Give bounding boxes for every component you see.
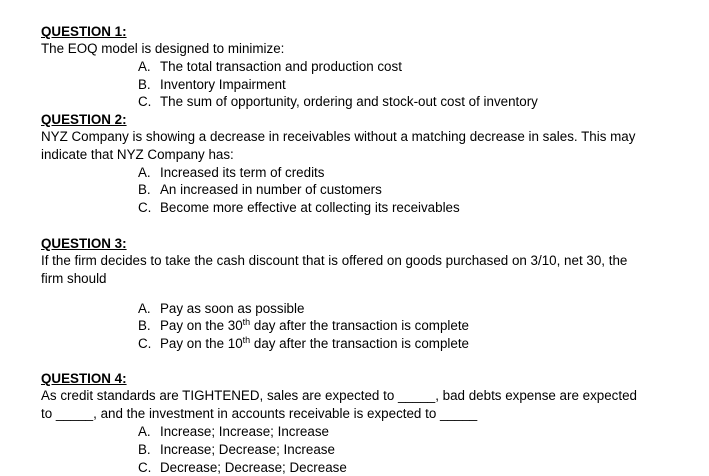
spacer xyxy=(41,217,681,235)
question-3-text-line-1: If the firm decides to take the cash discount that is offered on goods purchased on 3/10, net 30, the xyxy=(41,252,628,268)
question-4-text-line-1: As credit standards are TIGHTENED, sales are expected to _____, bad debts expense are expected xyxy=(41,388,637,404)
option-letter: B. xyxy=(138,441,151,457)
question-3-heading: QUESTION 3: xyxy=(41,235,127,251)
option-text-pre: Pay on the 10 xyxy=(160,335,243,351)
option-text: Pay as soon as possible xyxy=(160,300,305,316)
question-1-heading: QUESTION 1: xyxy=(41,24,127,39)
option-text-pre: Pay on the 30 xyxy=(160,318,243,334)
option-text: The total transaction and production cost xyxy=(160,59,402,74)
question-1-text: The EOQ model is designed to minimize: xyxy=(41,41,285,56)
option-letter: C. xyxy=(138,335,152,351)
option-letter: A. xyxy=(138,300,151,316)
question-1-option-b xyxy=(138,76,681,94)
quiz-document xyxy=(41,23,681,476)
option-letter: C. xyxy=(138,199,152,215)
question-4-heading: QUESTION 4: xyxy=(41,371,127,387)
question-3-options xyxy=(41,300,681,353)
question-2-text-line-1: NYZ Company is showing a decrease in receivables without a matching decrease in sales. This may xyxy=(41,128,636,144)
question-2 xyxy=(41,111,681,217)
option-text: Become more effective at collecting its receivables xyxy=(160,199,460,215)
question-4-option-a xyxy=(138,423,681,441)
option-letter: A. xyxy=(138,424,151,440)
question-1-option-c xyxy=(138,93,681,111)
option-letter: B. xyxy=(138,318,151,334)
option-text: The sum of opportunity, ordering and stock-out cost of inventory xyxy=(160,94,538,110)
option-text: Decrease; Decrease; Decrease xyxy=(160,459,347,475)
spacer xyxy=(41,288,681,300)
question-2-heading: QUESTION 2: xyxy=(41,111,127,127)
spacer xyxy=(41,352,681,370)
question-4-option-c xyxy=(138,459,681,476)
option-letter: A. xyxy=(138,164,151,180)
question-3 xyxy=(41,235,681,353)
question-2-option-c xyxy=(138,199,681,217)
option-letter: C. xyxy=(138,459,152,475)
question-1-option-a xyxy=(138,58,681,76)
question-2-options xyxy=(41,164,681,217)
question-4-option-b xyxy=(138,441,681,459)
question-4 xyxy=(41,370,681,476)
option-text: Increased its term of credits xyxy=(160,164,325,180)
question-3-option-c xyxy=(138,335,681,353)
option-text xyxy=(160,335,469,353)
question-3-option-b xyxy=(138,317,681,335)
question-4-text-line-2: to _____, and the investment in accounts receivable is expected to _____ xyxy=(41,406,478,422)
ordinal-suffix: th xyxy=(242,317,251,328)
option-letter: B. xyxy=(138,76,151,92)
question-1-options xyxy=(41,58,681,111)
question-2-option-a xyxy=(138,164,681,182)
option-text: An increased in number of customers xyxy=(160,182,382,198)
question-1 xyxy=(41,23,681,111)
question-3-option-a xyxy=(138,300,681,318)
ordinal-suffix: th xyxy=(242,334,251,345)
option-text-post: day after the transaction is complete xyxy=(250,318,469,334)
question-2-option-b xyxy=(138,181,681,199)
question-4-options xyxy=(41,423,681,476)
option-text: Inventory Impairment xyxy=(160,76,286,92)
option-letter: B. xyxy=(138,182,151,198)
option-text xyxy=(160,317,469,335)
option-letter: C. xyxy=(138,94,152,110)
question-2-text-line-2: indicate that NYZ Company has: xyxy=(41,146,234,162)
question-3-text-line-2: firm should xyxy=(41,270,107,286)
option-text: Increase; Decrease; Increase xyxy=(160,441,335,457)
option-letter: A. xyxy=(138,59,151,74)
option-text: Increase; Increase; Increase xyxy=(160,424,329,440)
option-text-post: day after the transaction is complete xyxy=(250,335,469,351)
